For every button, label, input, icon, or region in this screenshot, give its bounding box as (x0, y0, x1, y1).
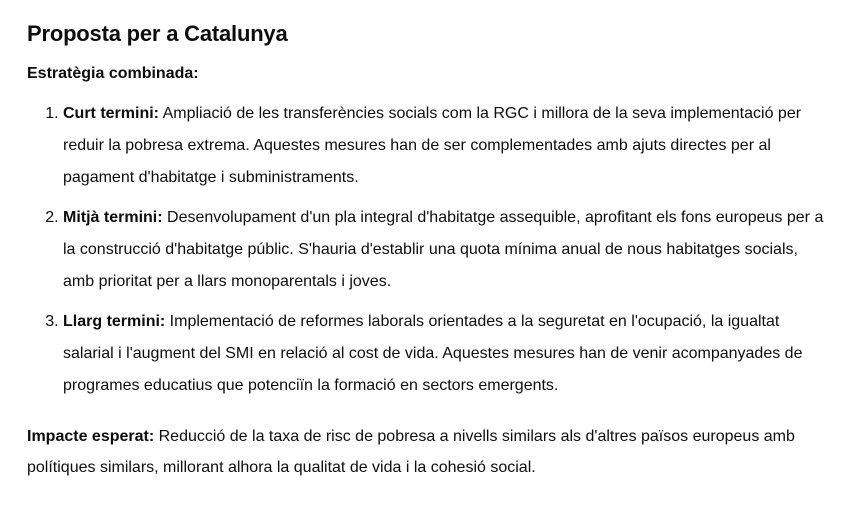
list-item-text: Desenvolupament d'un pla integral d'habitatge assequible, aprofitant els fons europeus per a la construcció d'habitatge públic. S'hauria d'establir una quota mínima anual de nous habitatges socials, amb prioritat per a llars monoparentals i joves. (63, 209, 824, 290)
list-item-term: Curt termini: (63, 105, 159, 122)
list-item-short-term (63, 98, 833, 194)
list-item-term: Llarg termini: (63, 313, 166, 330)
impact-text: Reducció de la taxa de risc de pobresa a nivells similars als d'altres països europeus amb polítiques similars, millorant alhora la qualitat de vida i la cohesió social. (27, 428, 795, 476)
impact-term: Impacte esperat: (27, 428, 155, 445)
list-item-medium-term (63, 202, 833, 298)
page-title: Proposta per a Catalunya (27, 21, 288, 46)
strategy-label: Estratègia combinada: (27, 65, 199, 82)
list-item-term: Mitjà termini: (63, 209, 163, 226)
list-item-text: Implementació de reformes laborals orientades a la seguretat en l'ocupació, la igualtat salarial i l'augment del SMI en relació al cost de vida. Aquestes mesures han de venir acompanyades de programes educatius que potenciïn la formació en sectors emergents. (63, 313, 803, 394)
list-item-long-term (63, 306, 833, 402)
expected-impact-paragraph (27, 421, 833, 483)
list-item-text: Ampliació de les transferències socials com la RGC i millora de la seva implementació per reduir la pobresa extrema. Aquestes mesures han de ser complementades amb ajuts directes per al pagament d'habitatge i subministraments. (63, 105, 802, 186)
strategy-list (27, 98, 833, 402)
